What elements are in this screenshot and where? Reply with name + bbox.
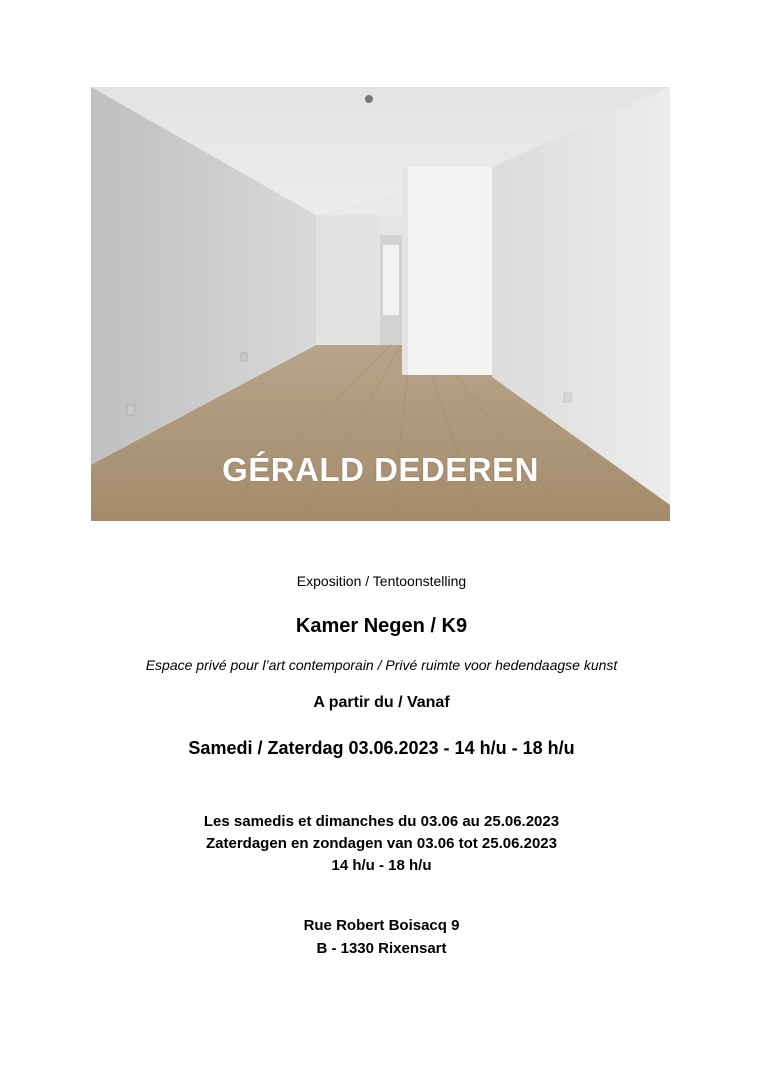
room-photo [91, 87, 670, 521]
schedule-line-fr: Les samedis et dimanches du 03.06 au 25.06.2023 [203, 813, 560, 830]
opening-date: Samedi / Zaterdag 03.06.2023 - 14 h/u - 18 h/u [188, 738, 575, 758]
schedule-hours: 14 h/u - 18 h/u [331, 857, 432, 874]
artist-name: GÉRALD DEDEREN [222, 451, 539, 488]
schedule-line-nl: Zaterdagen en zondagen van 03.06 tot 25.06.2023 [206, 835, 557, 852]
exposition-label: Exposition / Tentoonstelling [296, 573, 467, 589]
address-city: B - 1330 Rixensart [316, 940, 447, 957]
from-label: A partir du / Vanaf [313, 694, 450, 711]
address-street: Rue Robert Boisacq 9 [303, 917, 460, 934]
venue-name: Kamer Negen / K9 [295, 615, 468, 637]
venue-subtitle: Espace privé pour l’art contemporain / Privé ruimte voor hedendaagse kunst [145, 657, 618, 673]
